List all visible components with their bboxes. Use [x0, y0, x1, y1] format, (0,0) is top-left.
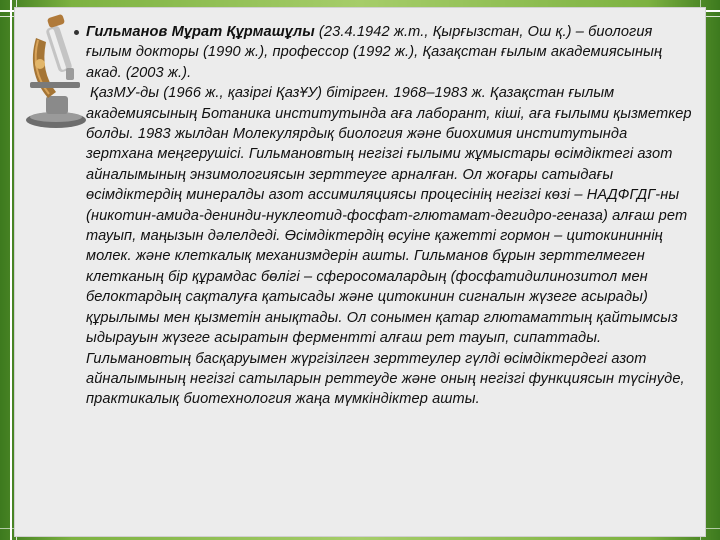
frame-line [10, 0, 12, 540]
intro-paragraph [86, 22, 698, 83]
person-name: Гильманов Мұрат Құрмашұлы [86, 24, 315, 40]
biography-text [86, 22, 698, 410]
body-paragraph: ҚазМУ-ды (1966 ж., қазіргі ҚазҰУ) бітірген. 1968–1983 ж. Қазақстан ғылым академиясының Ботаника институтында аға лаборант, кіші, аға ғылыми қызметкер болды. 1983 жылдан Молекулярдық биология және биохимия институтында зертхана меңгерушісі. Гильмановтың негізгі ғылыми жұмыстары өсімдіктегі азот айналымының энзимологиясын зерттеуге арналған. Ол жоғары сатыдағы өсімдіктердің минералды азот ассимиляциясы процесінің негізгі көзі – НАДФГДГ-ны (никотин-амида-денинди-нуклеотид-фосфат-глютамат-дегидро-геназа) алғаш рет тауып, маңызын дәлелдеді. Өсімдіктердің өсуіне қажетті гормон – цитокининнің молек. және клеткалық механизмдерін ашты. Гильманов бұрын зерттелмеген клетканың бір құрамдас бөлігі – сферосомалардың (фосфатидилинозитол мен белоктардың сақталуға қатысады және цитокинин сигналын жүзеге асырады) құрылымы мен қызметін анықтады. Ол сонымен қатар глютаматтың қайтымсыз ыдырауын жүзеге асыратын ферментті алғаш рет тауып, сипаттады. Гильмановтың басқаруымен жүргізілген зерттеулер гүлді өсімдіктердегі азот айналымының негізгі сатыларын реттеуде және оның негізгі функциясын түсінуде, практикалық биотехнология жаңа мүмкіндіктер ашты. [86, 85, 692, 408]
microscope-icon [22, 12, 92, 132]
intro-text: (23.4.1942 ж.т., Қырғызстан, Ош қ.) – биология ғылым докторы (1990 ж.), профессор (1992 ж.), Қазақстан ғылым академиясының акад. (2003 ж.). [86, 24, 663, 81]
bullet-icon [74, 30, 79, 35]
